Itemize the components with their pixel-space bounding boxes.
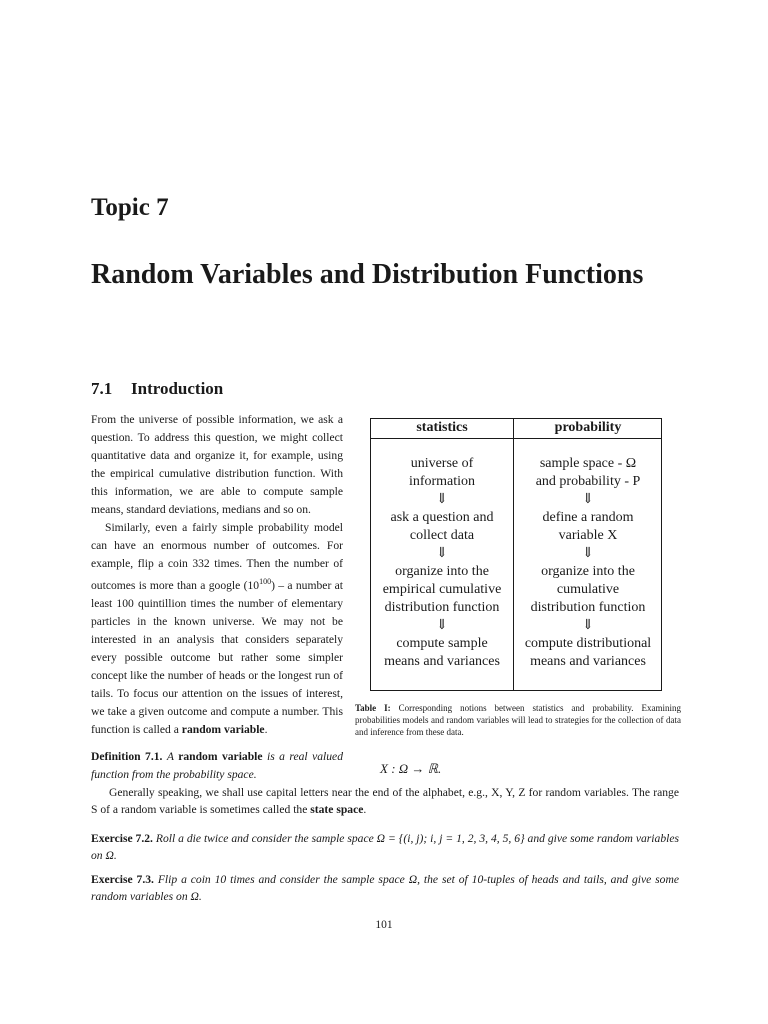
statistics-probability-table	[370, 418, 662, 691]
intro-paragraph-2-end: .	[264, 722, 268, 736]
section-heading	[91, 379, 223, 399]
down-arrow-icon: ⇓	[582, 618, 594, 633]
exercise-7-2	[91, 830, 679, 864]
statistics-cell: compute sample	[396, 636, 488, 651]
caption-text: Corresponding notions between statistics and probability. Examining probabilities models and random variables will lead to strategies for the collection of data and inference from these data.	[355, 703, 681, 737]
table-caption	[355, 702, 681, 738]
probability-cell: cumulative	[556, 582, 620, 597]
exercise-7-3-label: Exercise 7.3.	[91, 873, 154, 886]
general-paragraph	[91, 784, 679, 818]
exercise-7-3-text: Flip a coin 10 times and consider the sample space Ω, the set of 10-tuples of heads and tails, and give some random variables on Ω.	[91, 873, 679, 903]
probability-cell: distribution function	[530, 600, 646, 615]
probability-cell: compute distributional	[524, 636, 652, 651]
down-arrow-icon: ⇓	[436, 492, 448, 507]
down-arrow-icon: ⇓	[436, 618, 448, 633]
probability-cell: define a random	[542, 510, 634, 525]
google-exponent: 100	[259, 577, 272, 586]
exercise-7-2-label: Exercise 7.2.	[91, 832, 153, 845]
page-number: 101	[375, 919, 393, 931]
section-title: Introduction	[131, 379, 224, 398]
intro-paragraph-2	[91, 519, 343, 739]
intro-paragraph-2-part-b: ) – a number at least 100 quintillion times the number of elementary particles in the known universe. We may not be interested in an analysis that considers separately every possible outcome but rather some simpler concept like the number of heads or the longest run of tails. To focus our attention on the issues of interest, we take a given outcome and compute a number. This function is called a	[91, 578, 343, 736]
down-arrow-icon: ⇓	[436, 546, 448, 561]
statistics-cell: ask a question and	[390, 510, 494, 525]
random-variable-equation: X : Ω → ℝ.	[380, 761, 442, 776]
statistics-header: statistics	[416, 420, 468, 435]
exercise-7-2-text: Roll a die twice and consider the sample space Ω = {(i, j); i, j = 1, 2, 3, 4, 5, 6} and give some random variables on Ω.	[91, 832, 679, 862]
probability-cell: and probability - P	[535, 474, 641, 489]
definition-text-a: A	[166, 749, 179, 763]
definition-7-1	[91, 748, 343, 784]
statistics-cell: collect data	[409, 528, 475, 543]
intro-paragraph-2-part-a: Similarly, even a fairly simple probability model can have an enormous number of outcomes. For example, flip a coin 332 times. Then the number of outcomes is more than a google (	[91, 521, 343, 592]
statistics-cells	[371, 438, 513, 671]
probability-cell: organize into the	[541, 564, 635, 579]
definition-term: random variable	[178, 749, 263, 763]
probability-cells	[514, 438, 662, 671]
definition-label: Definition 7.1.	[91, 749, 163, 763]
statistics-cell: distribution function	[384, 600, 500, 615]
probability-cell: sample space - Ω	[539, 456, 637, 471]
statistics-cell: organize into the	[395, 564, 489, 579]
topic-label: Topic 7	[91, 194, 169, 221]
exercise-7-3	[91, 871, 679, 905]
general-paragraph-end: .	[363, 803, 367, 816]
chapter-title: Random Variables and Distribution Functions	[91, 259, 644, 290]
random-variable-term: random variable	[181, 722, 265, 736]
probability-cell: means and variances	[530, 654, 646, 669]
statistics-column	[371, 419, 513, 671]
statistics-cell: universe of	[410, 456, 474, 471]
general-paragraph-text: Generally speaking, we shall use capital letters near the end of the alphabet, e.g., X, Y, Z for random variables. The range S of a random variable is sometimes called the	[91, 786, 679, 816]
statistics-cell: information	[408, 474, 476, 489]
intro-text-column	[91, 411, 343, 784]
google-base: 10	[247, 578, 260, 592]
probability-header: probability	[554, 420, 622, 435]
probability-cell: variable X	[558, 528, 618, 543]
statistics-cell: empirical cumulative	[382, 582, 502, 597]
intro-paragraph-1: From the universe of possible information, we ask a question. To address this question, we might collect quantitative data and organize it, for example, using the empirical cumulative distribution function. With this information, we are able to compute sample means, standard deviations, medians and so on.	[91, 413, 343, 516]
statistics-cell: means and variances	[384, 654, 500, 669]
state-space-term: state space	[310, 803, 364, 816]
down-arrow-icon: ⇓	[582, 546, 594, 561]
section-number: 7.1	[91, 379, 113, 398]
caption-label: Table I:	[355, 703, 391, 713]
probability-column	[514, 419, 662, 671]
definition-text-b: is a real valued function from the probability space.	[91, 749, 343, 781]
down-arrow-icon: ⇓	[582, 492, 594, 507]
